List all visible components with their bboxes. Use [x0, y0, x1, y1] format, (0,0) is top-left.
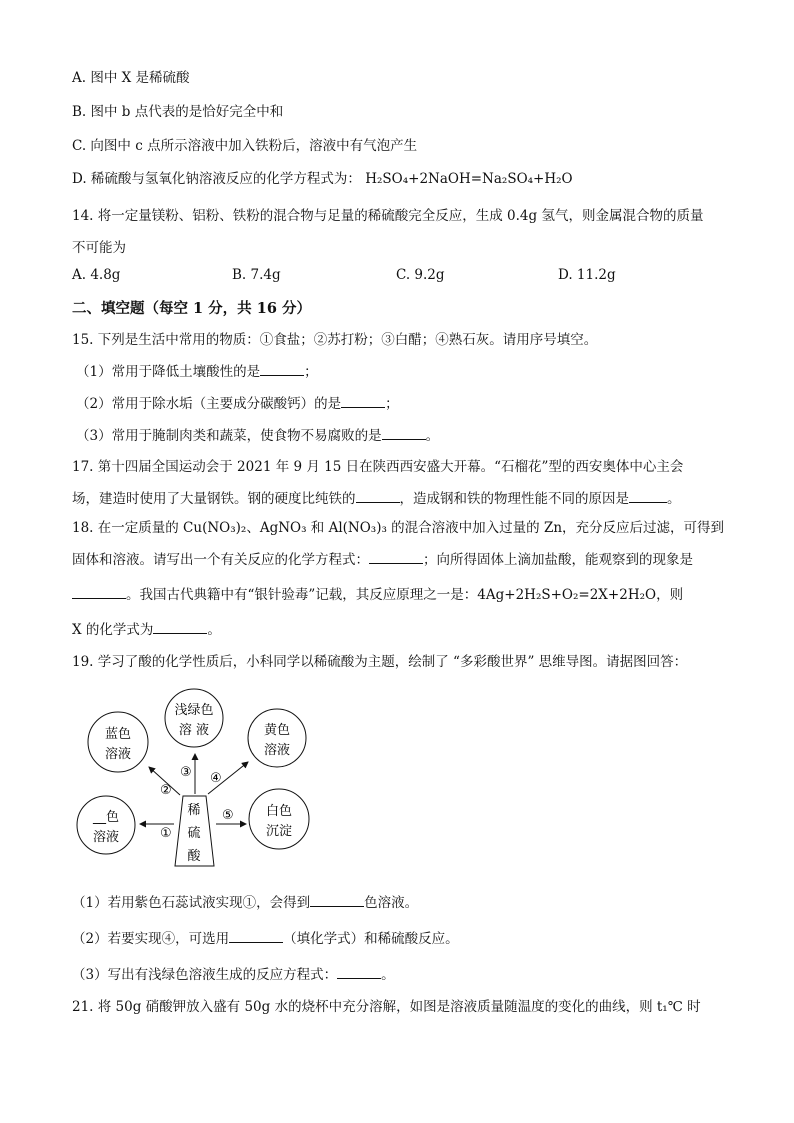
q15-part1-end: ；	[304, 364, 318, 380]
answer-blank[interactable]	[337, 966, 381, 979]
q18-line2-b: ；向所得固体上滴加盐酸，能观察到的现象是	[423, 552, 693, 568]
q15-part3-end: 。	[425, 428, 440, 444]
white-label-2: 沉淀	[265, 824, 293, 839]
q15-part3-text: （3）常用于腌制肉类和蔬菜，使食物不易腐败的是	[76, 428, 382, 444]
q21-line1: 21. 将 50g 硝酸钾放入盛有 50g 水的烧杯中充分溶解，如图是溶液质量随温度的变化的曲线，则 t₁℃ 时	[72, 999, 701, 1015]
q14-stem-line1: 14. 将一定量镁粉、铝粉、铁粉的混合物与足量的稀硫酸完全反应，生成 0.4g 氢气，则金属混合物的质量	[72, 208, 704, 224]
q19-part2-a: （2）若要实现④，可选用	[72, 931, 230, 947]
mark-5: ⑤	[222, 808, 234, 823]
mark-4: ④	[210, 771, 222, 786]
q18-line4	[72, 618, 221, 638]
white-precipitate-node	[249, 789, 309, 849]
blue-solution-node	[88, 712, 148, 772]
q13-option-d-text: D. 稀硫酸与氢氧化钠溶液反应的化学方程式为：	[72, 171, 361, 187]
green-label-1: 浅绿色	[174, 703, 214, 718]
q19-part3	[72, 963, 395, 983]
q18-line2-a: 固体和溶液。请写出一个有关反应的化学方程式：	[72, 552, 369, 568]
q17-line2	[72, 487, 681, 507]
mark-1: ①	[160, 826, 172, 841]
q15-part1-text: （1）常用于降低土壤酸性的是	[76, 364, 261, 380]
blue-label-2: 溶液	[104, 747, 132, 762]
answer-blank[interactable]	[260, 363, 304, 376]
section-heading: 二、填空题（每空 1 分，共 16 分）	[72, 300, 311, 317]
q13-option-d	[72, 167, 573, 187]
q19-part2	[72, 927, 459, 947]
acid-label-3: 酸	[187, 849, 201, 864]
q13-option-b: B. 图中 b 点代表的是恰好完全中和	[72, 104, 284, 120]
q17-line2-a: 场，建造时使用了大量钢铁。钢的硬度比纯铁的	[72, 491, 356, 507]
answer-blank[interactable]	[369, 551, 423, 564]
white-label-1: 白色	[265, 804, 293, 819]
q18-line3-a: 。我国古代典籍中有“银针验毒”记载，其反应原理之一是：4Ag+2H₂S+O₂=2X+2H₂O，则	[126, 587, 684, 603]
q19-stem: 19. 学习了酸的化学性质后，小科同学以稀硫酸为主题，绘制了 “多彩酸世界” 思维导图。请据图回答：	[72, 654, 688, 670]
q17-line1: 17. 第十四届全国运动会于 2021 年 9 月 15 日在陕西西安盛大开幕。“石榴花”型的西安奥体中心主会	[72, 459, 684, 475]
green-label-2: 溶 液	[178, 723, 210, 738]
q18-line4-a: X 的化学式为	[72, 622, 154, 638]
q14-option-d: D. 11.2g	[558, 267, 616, 283]
answer-blank[interactable]	[382, 427, 426, 440]
q13-option-c: C. 向图中 c 点所示溶液中加入铁粉后，溶液中有气泡产生	[72, 138, 418, 154]
answer-blank[interactable]	[341, 395, 385, 408]
q19-part3-a: （3）写出有浅绿色溶液生成的反应方程式：	[72, 967, 338, 983]
answer-blank[interactable]	[153, 621, 207, 634]
answer-blank[interactable]	[356, 490, 400, 503]
blank-color-solution-node	[77, 796, 135, 854]
q15-part1	[76, 360, 318, 380]
q13-option-d-equation: H₂SO₄+2NaOH=Na₂SO₄+H₂O	[365, 171, 573, 187]
q14-stem-line2: 不可能为	[72, 240, 126, 256]
q14-option-c: C. 9.2g	[396, 267, 445, 283]
q19-part1	[72, 891, 418, 911]
q14-option-b: B. 7.4g	[232, 267, 281, 283]
q15-part2-end: ；	[385, 396, 399, 412]
q18-line2	[72, 548, 693, 568]
q18-line3	[72, 583, 683, 603]
blank-color-label-1: __色	[92, 810, 120, 825]
q19-part1-b: 色溶液。	[364, 895, 419, 911]
q18-line4-b: 。	[207, 622, 221, 638]
q15-part2-text: （2）常用于除水垢（主要成分碳酸钙）的是	[76, 396, 342, 412]
acid-label-2: 硫	[187, 826, 201, 841]
answer-blank[interactable]	[310, 894, 364, 907]
q15-part2	[76, 392, 399, 412]
q15-part3	[76, 424, 439, 444]
yellow-solution-node	[248, 709, 306, 767]
q15-stem: 15. 下列是生活中常用的物质：①食盐；②苏打粉；③白醋；④熟石灰。请用序号填空。	[72, 332, 598, 348]
q19-part1-a: （1）若用紫色石蕊试液实现①，会得到	[72, 895, 311, 911]
q19-mind-map-diagram	[76, 688, 316, 870]
q19-part3-b: 。	[381, 967, 395, 983]
answer-blank[interactable]	[72, 586, 126, 599]
acid-label-1: 稀	[187, 803, 201, 818]
answer-blank[interactable]	[229, 930, 283, 943]
light-green-solution-node	[165, 689, 223, 747]
blank-color-label-2: 溶液	[92, 830, 120, 845]
blue-label-1: 蓝色	[104, 727, 132, 742]
q19-part2-c: 。	[445, 931, 459, 947]
q17-line2-c: 。	[667, 491, 681, 507]
mark-2: ②	[160, 783, 172, 798]
q18-line1: 18. 在一定质量的 Cu(NO₃)₂、AgNO₃ 和 Al(NO₃)₃ 的混合溶液中加入过量的 Zn，充分反应后过滤，可得到	[72, 520, 725, 536]
q14-option-a: A. 4.8g	[72, 267, 121, 283]
q19-part2-b: （填化学式）和稀硫酸反应	[283, 931, 446, 947]
mark-3: ③	[180, 765, 192, 780]
yellow-label-2: 溶液	[263, 743, 291, 758]
yellow-label-1: 黄色	[263, 723, 291, 738]
q13-option-a: A. 图中 X 是稀硫酸	[72, 70, 190, 86]
answer-blank[interactable]	[629, 490, 667, 503]
q17-line2-b: ，造成钢和铁的物理性能不同的原因是	[399, 491, 629, 507]
